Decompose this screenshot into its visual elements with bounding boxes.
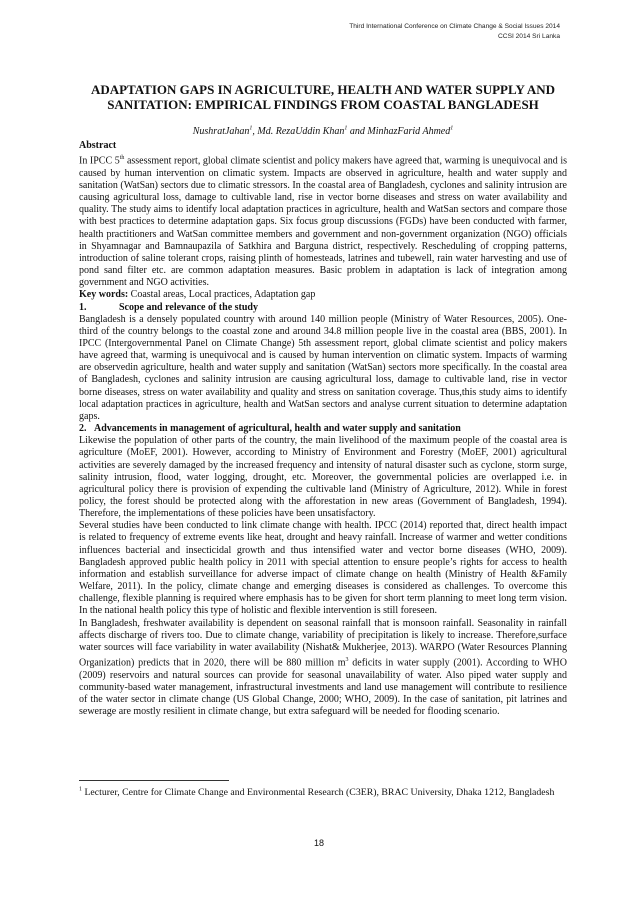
abstract-text-rest: assessment report, global climate scientist and policy makers have agreed that, warming is unequivocal and is caused by human intervention on climatic system. Impacts are observed in agriculture, health and water supply and sanitation (WatSan) sectors due to climatic stressors. In the coastal area of Bangladesh, cyclones and salinity intrusion are causing agricultural loss, damage to cultivable land, rise in vector borne diseases and stress on water availability and quality. The study aims to identify local adaptation practices in agriculture, health and WatSan sectors and compare those with best practices to determine adaptation gaps. Six focus group discussions (FGDs) have been conducted with farmer, health practitioners and WatSan committee members and government and non-government organization (NGO) officials in Shyamnagar and Bamnaupazila of Satkhira and Barguna district, respectively. Rescheduling of cropping patterns, introduction of saline tolerant crops, raising plinth of homesteads, latrines and tubewell, rain water harvesting and use of pond sand filter etc. are common adaptation measures. Basic problem in adaptation is lack of integration among government and NGO activities. <box>79 155 567 289</box>
page-number: 18 <box>313 838 324 848</box>
section-2-paragraph-3 <box>79 618 567 719</box>
keywords <box>79 289 567 301</box>
section-1-heading <box>79 302 567 314</box>
author-3: and MinhazFarid Ahmed <box>347 126 451 137</box>
author-2: , Md. RezaUddin Khan <box>252 126 345 137</box>
footnote-mark: 1 <box>79 786 82 793</box>
abstract-ordinal-sup: th <box>119 155 125 162</box>
author-3-affiliation-mark: 1 <box>450 125 454 132</box>
keywords-text: Coastal areas, Local practices, Adaptation gap <box>128 289 316 301</box>
section-1-title: Scope and relevance of the study <box>119 301 258 313</box>
footnote-text: Lecturer, Centre for Climate Change and Environmental Research (C3ER), BRAC University, Dhaka 1212, Bangladesh <box>82 787 555 798</box>
abstract-heading: Abstract <box>79 140 117 152</box>
footnote-separator <box>79 780 229 781</box>
section-2-paragraph-3-start: In Bangladesh, freshwater availability is dependent on seasonal rainfall that is monsoon rainfall. Seasonality in rainfall affects discharge of rivers too. Due to climate change, variability of precipitation is likely to increase. Therefore,surface water sources will face variability in water availability (Nishat& Mukherjee, 2013). WARPO (Water Resources Planning Organization) predicts that in 2020, there will be 880 million m <box>79 617 567 669</box>
section-2-paragraph-1: Likewise the population of other parts of the country, the main livelihood of the maximum people of the coastal area is agriculture (MoEF, 2001). However, according to Ministry of Environment and Forestry (MoEF, 2001) agricultural activities are severely damaged by the increased frequency and intensity of natural disaster such as cyclone, storm surge, salinity intrusion, flood, water logging, drought, etc. Moreover, the governmental policies are overlapped i.e. in agricultural policy there is provision of expending the cultivable land (Ministry of Agriculture, 2012). While in forest policy, the forest should be protected along with the afforestation in new areas (Government of Bangladesh, 1994). Therefore, the implementations of these policies have been unsatisfactory. <box>79 435 567 520</box>
conference-short-name: CCSI 2014 Sri Lanka <box>498 33 560 40</box>
section-2-title: Advancements in management of agricultural, health and water supply and sanitation <box>94 423 461 435</box>
section-2-paragraph-3-rest: deficits in water supply (2001). According to WHO (2009) reservoirs and natural sources can provide for seasonal unavailability of water. Also piped water supply and community-based water management, infrastructural investments and land use management will contribute to resilience of the water sector in climate change (US Global Change, 2000; WHO, 2009). In the case of sanitation, pit latrines and sewerage are mostly resilient in climate change, but extra safeguard will be needed for flooding scenario. <box>79 657 567 717</box>
section-1-text: Bangladesh is a densely populated country with around 140 million people (Ministry of Water Resources, 2005). One-third of the country belongs to the coastal zone and around 34.8 million people live in the coastal area (BBS, 2001). In IPCC (Intergovernmental Panel on Climate Change) 5th assessment report, global climate scientist and policy makers have agreed that, warming is unequivocal and is caused by human intervention on climatic system. Impacts of warming are observedin agriculture, health and water supply and sanitation (WatSan) sectors more specifically. In the coastal area of Bangladesh, cyclones and salinity intrusion are causing agricultural loss, damage to cultivable land, rise in vector borne diseases, stress on water availability and quality and stress on sanitation coverage. Thus,this study aims to identify local adaptation practices in agriculture, health and WatSan sectors and analyse current situation to determine adaptation gaps. <box>79 313 567 422</box>
running-header <box>349 22 560 42</box>
keywords-label: Key words: <box>79 289 129 301</box>
paper-body <box>79 82 567 718</box>
conference-name: Third International Conference on Climate Change & Social Issues 2014 <box>349 23 560 30</box>
section-1-number: 1. <box>79 301 87 313</box>
author-1-affiliation-mark: 1 <box>249 125 253 132</box>
footnote <box>79 787 567 800</box>
author-list <box>79 126 567 138</box>
paper-title: ADAPTATION GAPS IN AGRICULTURE, HEALTH AND WATER SUPPLY AND SANITATION: EMPIRICAL FINDINGS FROM COASTAL BANGLADESH <box>90 82 556 112</box>
section-2-paragraph-2: Several studies have been conducted to link climate change with health. IPCC (2014) reported that, direct health impact is related to frequency of extreme events like heat, drought and heavy rainfall. Increase of warmer and wetter conditions influences bacterial and insecticidal growth and thus intensified water and vector borne diseases (WHO, 2009). Bangladesh approved public health policy in 2011 with special attention to ensure people’s rights for access to health information and establish surveillance for adverse impact of climate change on health (Ministry of Health &Family Welfare, 2011). In the policy, climate change and emerging diseases is considered as challenges. To overcome this challenge, flexible planning is required where emphasis has to be given for short term planning to meet long term vision. In the national health policy this type of holistic and flexible intervention is still foreseen. <box>79 520 567 617</box>
section-2-heading <box>79 423 567 435</box>
author-2-affiliation-mark: 1 <box>344 125 348 132</box>
abstract-text-start: In IPCC 5 <box>79 155 120 167</box>
section-2-number: 2. <box>79 423 87 435</box>
abstract-text <box>79 152 567 289</box>
author-1: NushratJahan <box>192 126 250 137</box>
cubic-meter-sup: 3 <box>345 657 349 664</box>
